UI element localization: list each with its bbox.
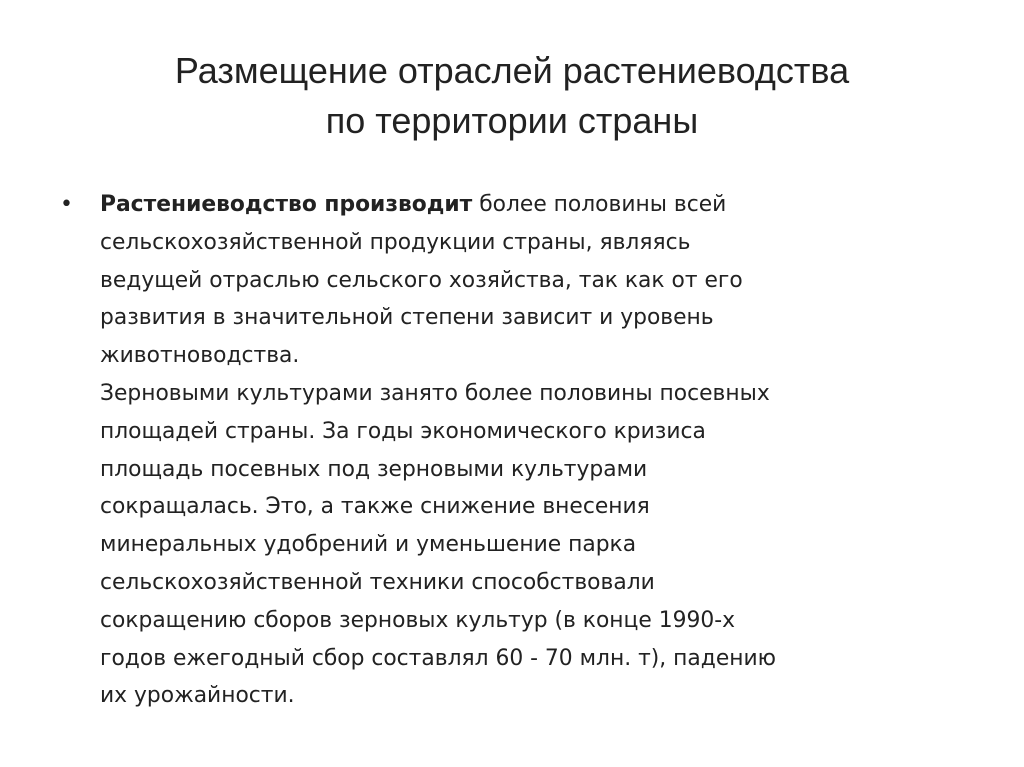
bullet-item (60, 186, 960, 715)
bold-lead-text: Растениеводство производит (100, 192, 473, 217)
slide-title-line-1: Размещение отраслей растениеводства (174, 50, 850, 91)
paragraph-line: животноводства. (100, 343, 300, 369)
paragraph-line: площадь посевных под зерновыми культурами (100, 456, 648, 482)
paragraph-line: годов ежегодный сбор составлял 60 - 70 млн. т), падению (100, 645, 776, 671)
paragraph-line: сокращалась. Это, а также снижение внесения (100, 494, 650, 520)
paragraph-line: ведущей отраслью сельского хозяйства, так как от его (100, 267, 743, 293)
paragraph-line-1 (100, 186, 960, 224)
slide-title-line-2: по территории страны (325, 100, 699, 141)
paragraph-line: сокращению сборов зерновых культур (в конце 1990-х (100, 607, 735, 633)
paragraph-line: сельскохозяйственной техники способствовали (100, 569, 655, 595)
paragraph-line: развития в значительной степени зависит и уровень (100, 305, 714, 331)
paragraph-line: площадей страны. За годы экономического кризиса (100, 418, 706, 444)
bullet-icon: • (60, 192, 73, 217)
paragraph-line: их урожайности. (100, 683, 295, 709)
slide-body (60, 186, 960, 715)
paragraph-line: минеральных удобрений и уменьшение парка (100, 532, 637, 558)
bullet-paragraph (100, 186, 960, 715)
paragraph-line: сельскохозяйственной продукции страны, являясь (100, 229, 691, 255)
line-1-rest: более половины всей (472, 192, 727, 217)
paragraph-line: Зерновыми культурами занято более половины посевных (100, 380, 770, 406)
slide-title (40, 46, 984, 146)
